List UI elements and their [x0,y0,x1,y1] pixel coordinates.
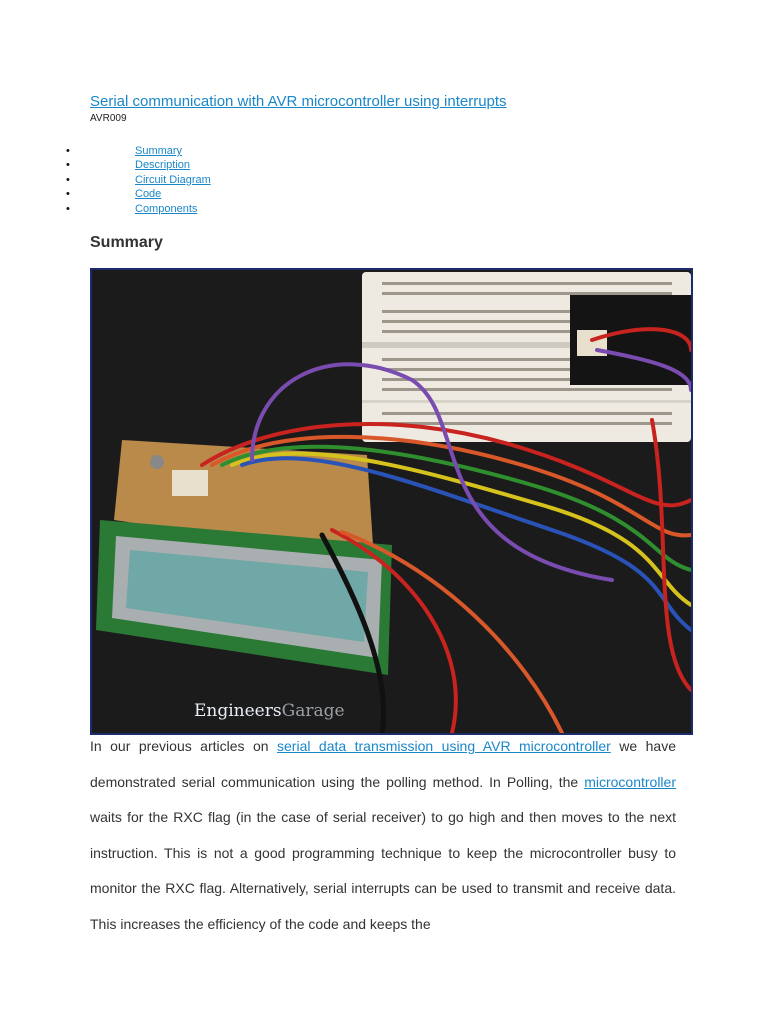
article-title-link[interactable]: Serial communication with AVR microcontroller using interrupts [90,93,507,110]
toc-item-circuit-diagram [0,173,400,187]
toc-item-description [0,158,400,172]
toc-link-components[interactable]: Components [135,202,198,215]
table-of-contents [0,144,400,216]
bullet-icon: • [66,202,70,215]
bullet-icon: • [66,159,70,172]
article-code: AVR009 [90,113,127,124]
section-heading-summary: Summary [90,234,163,251]
watermark-text [194,701,345,721]
toc-item-code [0,187,400,201]
toc-item-components [0,202,400,216]
toc-item-summary [0,144,400,158]
bullet-icon: • [66,145,70,157]
bullet-icon: • [66,173,70,186]
bullet-icon: • [66,188,70,201]
watermark-engineers: Engineers [194,701,282,721]
summary-paragraph [90,729,676,942]
photo-illustration [92,270,691,733]
toc-link-code[interactable]: Code [135,188,162,201]
serial-transmission-link[interactable]: serial data transmission using AVR microcontroller [277,738,611,754]
toc-link-description[interactable]: Description [135,159,191,172]
project-photo [90,268,693,735]
paragraph-text-2: we have demonstrated serial communication using the polling method. In Polling, the [90,738,676,790]
toc-link-circuit-diagram[interactable]: Circuit Diagram [135,173,211,186]
microcontroller-link[interactable]: microcontroller [584,773,676,790]
pcb-connector [172,470,208,496]
toc-link-summary[interactable]: Summary [135,145,183,157]
paragraph-text-3: waits for the RXC flag (in the case of serial receiver) to go high and then moves to the next instruction. This is not a good programming technique to keep the microcontroller busy to monitor the RXC flag. Alternatively, serial interrupts can be used to transmit and receive data. This increases the efficiency of the code and keeps the [90,809,676,932]
watermark-garage: Garage [281,701,345,721]
potentiometer [150,455,164,469]
paragraph-text-1: In our previous articles on [90,738,278,754]
